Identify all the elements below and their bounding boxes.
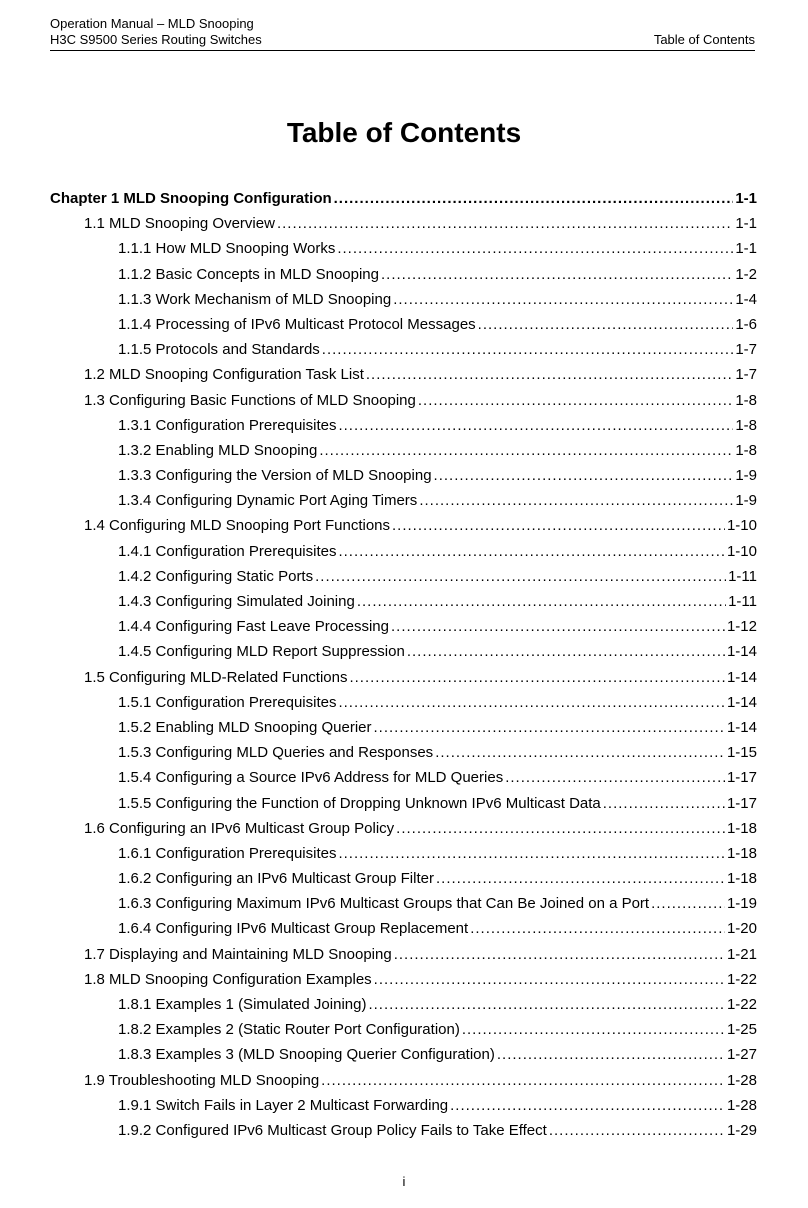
toc-entry-page: 1-9 <box>735 467 757 485</box>
toc-entry-page: 1-27 <box>726 1046 757 1064</box>
toc-entry[interactable] <box>50 942 757 967</box>
toc-entry-page: 1-22 <box>726 996 757 1013</box>
toc-entry-page: 1-25 <box>726 1021 757 1039</box>
toc-entry-title: 1.5.4 Configuring a Source IPv6 Address for MLD Queries <box>118 769 504 787</box>
dot-leader <box>321 1068 725 1093</box>
dot-leader <box>357 589 726 614</box>
toc-entry-page: 1-18 <box>726 870 757 888</box>
dot-leader <box>478 312 734 337</box>
toc-entry-title: 1.8.3 Examples 3 (MLD Snooping Querier Configuration) <box>118 1046 495 1064</box>
toc-entry-title: 1.8.2 Examples 2 (Static Router Port Configuration) <box>118 1021 460 1039</box>
dot-leader <box>338 539 725 564</box>
toc-entry-page: 1-12 <box>726 618 757 636</box>
dot-leader <box>549 1118 725 1143</box>
dot-leader <box>651 891 725 916</box>
toc-entry-title: 1.6.2 Configuring an IPv6 Multicast Group Filter <box>118 870 434 888</box>
toc-entry-page: 1-28 <box>726 1071 757 1089</box>
toc-entry-page: 1-10 <box>726 542 757 560</box>
toc-entry-page: 1-11 <box>728 593 757 610</box>
toc-entry[interactable] <box>50 715 757 740</box>
toc-entry[interactable] <box>50 639 757 664</box>
toc-entry-title: 1.6 Configuring an IPv6 Multicast Group Policy <box>84 819 395 837</box>
toc-entry-page: 1-17 <box>726 769 757 787</box>
toc-entry-title: 1.4 Configuring MLD Snooping Port Functions <box>84 517 391 535</box>
dot-leader <box>381 262 733 287</box>
toc-entry-page: 1-4 <box>735 290 757 308</box>
toc-entry-page: 1-20 <box>726 920 757 938</box>
product-name: H3C S9500 Series Routing Switches <box>50 32 262 47</box>
dot-leader <box>368 992 725 1017</box>
toc-entry[interactable] <box>50 564 757 589</box>
dot-leader <box>338 841 725 866</box>
toc-entry-title: 1.6.4 Configuring IPv6 Multicast Group Replacement <box>118 920 469 938</box>
dot-leader <box>391 614 725 639</box>
dot-leader <box>497 1042 725 1067</box>
dot-leader <box>434 463 734 488</box>
dot-leader <box>277 211 733 236</box>
toc-entry[interactable] <box>50 186 757 211</box>
toc-entry[interactable] <box>50 337 757 362</box>
toc-entry[interactable] <box>50 236 757 261</box>
toc-entry-title: 1.5.2 Enabling MLD Snooping Querier <box>118 718 372 736</box>
toc-entry-page: 1-10 <box>726 517 757 535</box>
toc-entry[interactable] <box>50 312 757 337</box>
toc-entry[interactable] <box>50 211 757 236</box>
toc-entry-title: 1.1.4 Processing of IPv6 Multicast Protocol Messages <box>118 315 476 333</box>
dot-leader <box>315 564 726 589</box>
toc-entry[interactable] <box>50 891 757 916</box>
toc-entry-title: 1.9 Troubleshooting MLD Snooping <box>84 1071 320 1089</box>
toc-entry[interactable] <box>50 438 757 463</box>
toc-entry-page: 1-29 <box>726 1121 757 1139</box>
toc-entry-title: 1.6.1 Configuration Prerequisites <box>118 844 337 862</box>
dot-leader <box>470 916 725 941</box>
header-section-title: Table of Contents <box>653 32 755 47</box>
toc-entry[interactable] <box>50 362 757 387</box>
page-header <box>50 16 755 48</box>
table-of-contents <box>50 186 757 1143</box>
dot-leader <box>435 740 725 765</box>
toc-entry-page: 1-7 <box>735 341 757 359</box>
toc-entry[interactable] <box>50 992 757 1017</box>
toc-entry-page: 1-14 <box>726 693 757 711</box>
toc-entry-title: 1.5.5 Configuring the Function of Dropping Unknown IPv6 Multicast Data <box>118 794 601 812</box>
toc-entry[interactable] <box>50 513 757 538</box>
dot-leader <box>392 513 725 538</box>
toc-entry[interactable] <box>50 841 757 866</box>
toc-entry[interactable] <box>50 262 757 287</box>
toc-entry[interactable] <box>50 1042 757 1067</box>
toc-entry[interactable] <box>50 740 757 765</box>
toc-entry[interactable] <box>50 665 757 690</box>
toc-entry-page: 1-18 <box>726 844 757 862</box>
toc-entry[interactable] <box>50 916 757 941</box>
toc-entry[interactable] <box>50 287 757 312</box>
dot-leader <box>436 866 725 891</box>
toc-entry-page: 1-21 <box>726 945 757 963</box>
dot-leader <box>396 816 725 841</box>
toc-entry-page: 1-6 <box>735 315 757 333</box>
toc-entry-page: 1-1 <box>735 240 757 258</box>
toc-entry[interactable] <box>50 791 757 816</box>
toc-entry[interactable] <box>50 614 757 639</box>
toc-entry[interactable] <box>50 765 757 790</box>
toc-entry-page: 1-28 <box>726 1096 757 1114</box>
toc-entry-page: 1-8 <box>735 441 757 459</box>
dot-leader <box>374 715 725 740</box>
manual-title: Operation Manual – MLD Snooping <box>50 16 254 31</box>
dot-leader <box>338 690 725 715</box>
toc-entry-title: 1.8.1 Examples 1 (Simulated Joining) <box>118 996 367 1013</box>
dot-leader <box>419 488 733 513</box>
toc-entry-title: 1.4.1 Configuration Prerequisites <box>118 542 337 560</box>
toc-entry-title: 1.3.4 Configuring Dynamic Port Aging Timers <box>118 492 418 510</box>
toc-entry-page: 1-17 <box>726 794 757 812</box>
toc-entry-page: 1-9 <box>735 492 757 510</box>
toc-entry-title: 1.5 Configuring MLD-Related Functions <box>84 668 348 686</box>
dot-leader <box>319 438 733 463</box>
dot-leader <box>349 665 725 690</box>
toc-entry-title: 1.1.2 Basic Concepts in MLD Snooping <box>118 265 379 283</box>
toc-entry[interactable] <box>50 866 757 891</box>
toc-entry-page: 1-2 <box>735 265 757 283</box>
dot-leader <box>334 186 734 211</box>
page-number: i <box>402 1174 406 1189</box>
toc-entry-title: 1.5.3 Configuring MLD Queries and Responses <box>118 744 434 762</box>
dot-leader <box>407 639 725 664</box>
toc-entry-page: 1-1 <box>735 190 757 207</box>
page-title: Table of Contents <box>286 117 522 148</box>
dot-leader <box>394 942 725 967</box>
dot-leader <box>603 791 725 816</box>
dot-leader <box>374 967 725 992</box>
dot-leader <box>450 1093 725 1118</box>
toc-entry[interactable] <box>50 463 757 488</box>
toc-entry-page: 1-18 <box>726 819 757 837</box>
toc-entry[interactable] <box>50 539 757 564</box>
toc-entry-title: 1.3.1 Configuration Prerequisites <box>118 416 337 434</box>
toc-entry-title: 1.1 MLD Snooping Overview <box>84 215 275 233</box>
toc-entry-title: 1.4.4 Configuring Fast Leave Processing <box>118 618 389 636</box>
dot-leader <box>337 236 733 261</box>
toc-entry-title: 1.4.2 Configuring Static Ports <box>118 567 314 585</box>
toc-entry[interactable] <box>50 413 757 438</box>
toc-entry-title: 1.8 MLD Snooping Configuration Examples <box>84 970 372 988</box>
toc-entry-title: 1.4.5 Configuring MLD Report Suppression <box>118 643 405 661</box>
toc-entry-title: 1.4.3 Configuring Simulated Joining <box>118 593 355 610</box>
toc-entry-page: 1-7 <box>735 366 757 384</box>
toc-entry[interactable] <box>50 488 757 513</box>
toc-entry-page: 1-1 <box>735 215 757 233</box>
toc-entry[interactable] <box>50 816 757 841</box>
toc-entry-title: 1.9.2 Configured IPv6 Multicast Group Policy Fails to Take Effect <box>118 1121 547 1139</box>
toc-entry-page: 1-8 <box>735 416 757 434</box>
toc-entry-title: 1.1.1 How MLD Snooping Works <box>118 240 336 258</box>
toc-entry-page: 1-11 <box>728 567 757 585</box>
toc-entry-page: 1-19 <box>726 895 757 913</box>
toc-entry-title: 1.5.1 Configuration Prerequisites <box>118 693 337 711</box>
toc-entry-title: 1.6.3 Configuring Maximum IPv6 Multicast Groups that Can Be Joined on a Port <box>118 895 650 913</box>
toc-entry[interactable] <box>50 690 757 715</box>
toc-entry-page: 1-14 <box>726 718 757 736</box>
dot-leader <box>462 1017 725 1042</box>
dot-leader <box>338 413 733 438</box>
toc-entry[interactable] <box>50 1118 757 1143</box>
toc-entry-title: 1.9.1 Switch Fails in Layer 2 Multicast Forwarding <box>118 1096 449 1114</box>
toc-entry[interactable] <box>50 388 757 413</box>
dot-leader <box>393 287 733 312</box>
toc-entry-page: 1-22 <box>726 970 757 988</box>
toc-entry-title: 1.1.5 Protocols and Standards <box>118 341 320 359</box>
toc-entry-title: 1.3 Configuring Basic Functions of MLD Snooping <box>84 391 416 409</box>
toc-entry-page: 1-15 <box>726 744 757 762</box>
dot-leader <box>418 388 733 413</box>
toc-entry-page: 1-14 <box>726 643 757 661</box>
toc-entry-title: Chapter 1 MLD Snooping Configuration <box>50 190 332 207</box>
toc-entry-title: 1.1.3 Work Mechanism of MLD Snooping <box>118 290 392 308</box>
toc-entry[interactable] <box>50 1093 757 1118</box>
toc-entry-page: 1-14 <box>726 668 757 686</box>
dot-leader <box>322 337 734 362</box>
toc-entry[interactable] <box>50 1068 757 1093</box>
dot-leader <box>505 765 725 790</box>
toc-entry[interactable] <box>50 967 757 992</box>
dot-leader <box>366 362 733 387</box>
header-divider <box>50 50 755 51</box>
toc-entry-title: 1.3.3 Configuring the Version of MLD Snooping <box>118 467 432 485</box>
toc-entry-title: 1.7 Displaying and Maintaining MLD Snooping <box>84 945 392 963</box>
toc-entry[interactable] <box>50 589 757 614</box>
toc-entry-page: 1-8 <box>735 391 757 409</box>
toc-entry-title: 1.3.2 Enabling MLD Snooping <box>118 441 318 459</box>
toc-entry-title: 1.2 MLD Snooping Configuration Task List <box>84 366 364 384</box>
toc-entry[interactable] <box>50 1017 757 1042</box>
